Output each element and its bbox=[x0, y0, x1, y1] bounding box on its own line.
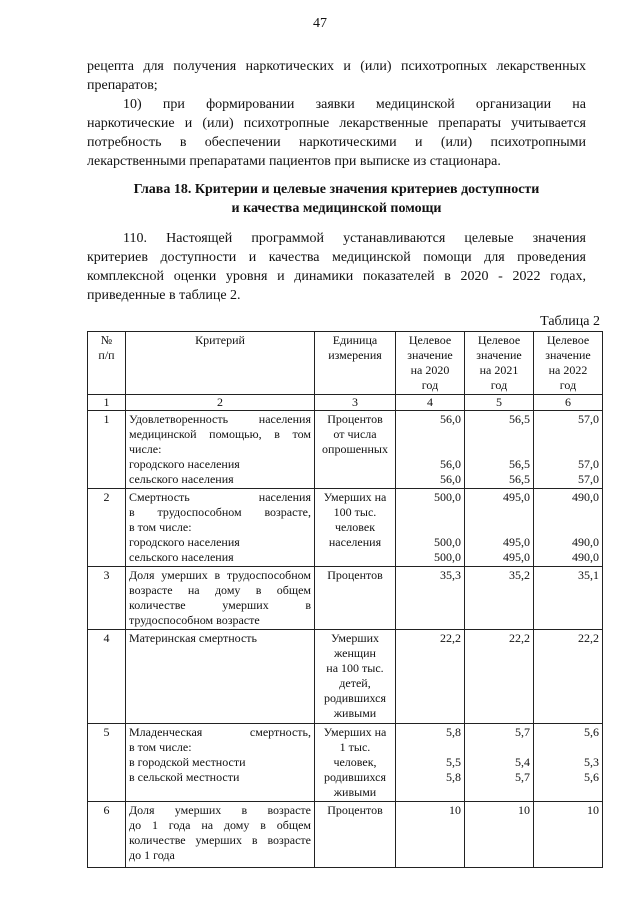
unit-cell bbox=[315, 411, 396, 489]
text-line: лекарственными препаратами пациентов при выписке из стационара. bbox=[87, 154, 501, 169]
cell-line: в городской местности bbox=[129, 755, 246, 769]
cell-line: Процентов bbox=[327, 412, 383, 426]
cell-line: в том числе: bbox=[129, 520, 192, 534]
text-line: потребность в обеспечении наркотическими и (или) психотропными bbox=[87, 135, 586, 150]
column-number: 4 bbox=[396, 395, 465, 411]
cell-line: 35,2 bbox=[509, 568, 530, 582]
table-body bbox=[88, 411, 603, 868]
cell-line: 56,5 bbox=[509, 457, 530, 471]
cell-line: городского населения bbox=[129, 457, 240, 471]
cell-line bbox=[537, 740, 599, 755]
cell-line bbox=[537, 427, 599, 442]
chapter-heading bbox=[87, 180, 586, 218]
cell-line: 5,7 bbox=[515, 725, 530, 739]
unit-cell bbox=[315, 567, 396, 630]
header-text: год bbox=[421, 378, 439, 392]
column-number: 5 bbox=[465, 395, 534, 411]
cell-line bbox=[399, 505, 461, 520]
header-text: значение bbox=[476, 348, 522, 362]
table-row bbox=[88, 567, 603, 630]
header-text: значение bbox=[545, 348, 591, 362]
cell-line: 1 тыс. bbox=[339, 740, 371, 754]
cell-line: городского населения bbox=[129, 535, 240, 549]
value-cell-2022 bbox=[534, 802, 603, 868]
row-number: 1 bbox=[88, 411, 126, 489]
value-cell-2020 bbox=[396, 802, 465, 868]
cell-line: медицинской помощью, в том bbox=[129, 427, 311, 441]
cell-line: 57,0 bbox=[578, 472, 599, 486]
table-caption: Таблица 2 bbox=[540, 314, 600, 329]
cell-line: 490,0 bbox=[572, 550, 599, 564]
unit-cell bbox=[315, 802, 396, 868]
cell-line: 500,0 bbox=[434, 535, 461, 549]
criterion-cell bbox=[126, 724, 315, 802]
cell-line: до 1 года на дому в общем bbox=[129, 818, 311, 832]
header-text: Целевое bbox=[546, 333, 590, 347]
intro-paragraph bbox=[87, 57, 586, 171]
value-cell-2022 bbox=[534, 567, 603, 630]
criterion-cell bbox=[126, 630, 315, 724]
cell-line: числе: bbox=[129, 442, 162, 456]
cell-line: возрасте на дому в общем bbox=[129, 583, 311, 597]
table-row bbox=[88, 630, 603, 724]
cell-line bbox=[537, 505, 599, 520]
row-number: 6 bbox=[88, 802, 126, 868]
cell-line: в том числе: bbox=[129, 740, 192, 754]
criteria-table bbox=[87, 331, 603, 868]
cell-line bbox=[468, 442, 530, 457]
header-num bbox=[88, 332, 126, 395]
cell-line: 5,4 bbox=[515, 755, 530, 769]
cell-line: количестве умерших в bbox=[129, 598, 311, 612]
cell-line: 495,0 bbox=[503, 550, 530, 564]
cell-line: родившихся bbox=[323, 691, 386, 705]
cell-line: Процентов bbox=[327, 803, 383, 817]
row-number: 4 bbox=[88, 630, 126, 724]
cell-line: 57,0 bbox=[578, 412, 599, 426]
criterion-cell bbox=[126, 411, 315, 489]
cell-line bbox=[468, 520, 530, 535]
header-text: Целевое bbox=[477, 333, 521, 347]
text-line: приведенные в таблице 2. bbox=[87, 288, 241, 303]
cell-line: 5,6 bbox=[584, 770, 599, 784]
row-number: 2 bbox=[88, 489, 126, 567]
cell-line: Младенческая смертность, bbox=[129, 725, 311, 739]
cell-line: детей, bbox=[339, 676, 371, 690]
cell-line bbox=[537, 442, 599, 457]
cell-line: 495,0 bbox=[503, 535, 530, 549]
header-text: год bbox=[490, 378, 508, 392]
paragraph-110 bbox=[87, 229, 586, 305]
cell-line: живыми bbox=[333, 785, 377, 799]
page-number: 47 bbox=[313, 16, 327, 31]
cell-line: сельского населения bbox=[129, 472, 234, 486]
cell-line: 10 bbox=[518, 803, 530, 817]
row-number: 3 bbox=[88, 567, 126, 630]
cell-line: Процентов bbox=[327, 568, 383, 582]
header-text: на 2020 bbox=[410, 363, 450, 377]
value-cell-2022 bbox=[534, 724, 603, 802]
value-cell-2021 bbox=[465, 489, 534, 567]
header-text: п/п bbox=[98, 348, 115, 362]
cell-line: Удовлетворенность населения bbox=[129, 412, 311, 426]
cell-line: 5,3 bbox=[584, 755, 599, 769]
cell-line bbox=[399, 427, 461, 442]
cell-line: 22,2 bbox=[509, 631, 530, 645]
text-line: 110. Настоящей программой устанавливаются целевые значения bbox=[123, 231, 586, 246]
cell-line bbox=[399, 520, 461, 535]
header-criterion: Критерий bbox=[126, 332, 315, 395]
cell-line: 100 тыс. bbox=[333, 505, 377, 519]
cell-line: 10 bbox=[449, 803, 461, 817]
header-2021 bbox=[465, 332, 534, 395]
text-line: препаратов; bbox=[87, 78, 158, 93]
cell-line: человек bbox=[334, 520, 376, 534]
row-number: 5 bbox=[88, 724, 126, 802]
text-line: 10) при формировании заявки медицинской организации на bbox=[123, 97, 586, 112]
cell-line: Умерших на bbox=[323, 725, 387, 739]
value-cell-2021 bbox=[465, 411, 534, 489]
criterion-cell bbox=[126, 802, 315, 868]
value-cell-2020 bbox=[396, 724, 465, 802]
header-text: № bbox=[100, 333, 113, 347]
cell-line: на 100 тыс. bbox=[326, 661, 384, 675]
cell-line bbox=[537, 520, 599, 535]
cell-line: опрошенных bbox=[322, 442, 388, 456]
cell-line: населения bbox=[328, 535, 382, 549]
cell-line: живыми bbox=[333, 706, 377, 720]
cell-line: 57,0 bbox=[578, 457, 599, 471]
unit-cell bbox=[315, 489, 396, 567]
text-line: комплексной оценки уровня и динамики показателей в 2020 - 2022 годах, bbox=[87, 269, 586, 284]
header-unit bbox=[315, 332, 396, 395]
cell-line: количестве умерших в возрасте bbox=[129, 833, 311, 847]
unit-cell bbox=[315, 724, 396, 802]
unit-cell bbox=[315, 630, 396, 724]
cell-line: 35,1 bbox=[578, 568, 599, 582]
cell-line: от числа bbox=[333, 427, 377, 441]
cell-line bbox=[399, 740, 461, 755]
cell-line: 5,8 bbox=[446, 725, 461, 739]
cell-line: человек, bbox=[333, 755, 377, 769]
chapter-heading-line: Глава 18. Критерии и целевые значения критериев доступности bbox=[133, 182, 540, 197]
header-text: измерения bbox=[328, 348, 382, 362]
cell-line: 22,2 bbox=[440, 631, 461, 645]
cell-line: 490,0 bbox=[572, 535, 599, 549]
text-line: наркотические и (или) психотропные лекарственные препараты учитывается bbox=[87, 116, 586, 131]
value-cell-2022 bbox=[534, 630, 603, 724]
cell-line: 500,0 bbox=[434, 550, 461, 564]
cell-line: 10 bbox=[587, 803, 599, 817]
cell-line bbox=[468, 740, 530, 755]
table-row bbox=[88, 802, 603, 868]
header-text: на 2021 bbox=[479, 363, 519, 377]
cell-line: 5,8 bbox=[446, 770, 461, 784]
cell-line bbox=[468, 427, 530, 442]
cell-line: Умерших на bbox=[323, 490, 387, 504]
cell-line: сельского населения bbox=[129, 550, 234, 564]
criterion-cell bbox=[126, 567, 315, 630]
cell-line: 500,0 bbox=[434, 490, 461, 504]
cell-line: до 1 года bbox=[129, 848, 175, 862]
cell-line: 35,3 bbox=[440, 568, 461, 582]
cell-line: в сельской местности bbox=[129, 770, 240, 784]
value-cell-2022 bbox=[534, 489, 603, 567]
value-cell-2020 bbox=[396, 489, 465, 567]
header-2020 bbox=[396, 332, 465, 395]
cell-line: родившихся bbox=[323, 770, 386, 784]
cell-line: Доля умерших в возрасте bbox=[129, 803, 311, 817]
criterion-cell bbox=[126, 489, 315, 567]
header-text: на 2022 bbox=[548, 363, 588, 377]
cell-line bbox=[468, 505, 530, 520]
value-cell-2021 bbox=[465, 802, 534, 868]
cell-line: Умерших bbox=[330, 631, 380, 645]
header-text: значение bbox=[407, 348, 453, 362]
cell-line: 495,0 bbox=[503, 490, 530, 504]
table-row bbox=[88, 489, 603, 567]
cell-line: женщин bbox=[334, 646, 376, 660]
header-text: Целевое bbox=[408, 333, 452, 347]
column-number: 2 bbox=[126, 395, 315, 411]
cell-line: трудоспособном возрасте bbox=[129, 613, 260, 627]
cell-line: 5,5 bbox=[446, 755, 461, 769]
value-cell-2021 bbox=[465, 630, 534, 724]
cell-line: 5,6 bbox=[584, 725, 599, 739]
column-number: 3 bbox=[315, 395, 396, 411]
cell-line: 490,0 bbox=[572, 490, 599, 504]
text-line: критериев доступности и качества медицинской помощи для проведения bbox=[87, 250, 586, 265]
chapter-heading-line: и качества медицинской помощи bbox=[231, 201, 442, 216]
column-number-row bbox=[88, 395, 603, 411]
column-number: 6 bbox=[534, 395, 603, 411]
cell-line: 22,2 bbox=[578, 631, 599, 645]
value-cell-2021 bbox=[465, 567, 534, 630]
text-line: рецепта для получения наркотических и (или) психотропных лекарственных bbox=[87, 59, 586, 74]
value-cell-2020 bbox=[396, 630, 465, 724]
header-text: год bbox=[559, 378, 577, 392]
value-cell-2020 bbox=[396, 411, 465, 489]
table-row bbox=[88, 411, 603, 489]
column-number: 1 bbox=[88, 395, 126, 411]
cell-line: 56,5 bbox=[509, 412, 530, 426]
header-text: Единица bbox=[332, 333, 378, 347]
cell-line: Доля умерших в трудоспособном bbox=[129, 568, 311, 582]
value-cell-2021 bbox=[465, 724, 534, 802]
cell-line: 56,0 bbox=[440, 472, 461, 486]
cell-line: 56,0 bbox=[440, 412, 461, 426]
cell-line: в трудоспособном возрасте, bbox=[129, 505, 311, 519]
cell-line: 56,5 bbox=[509, 472, 530, 486]
table-row bbox=[88, 724, 603, 802]
header-2022 bbox=[534, 332, 603, 395]
value-cell-2020 bbox=[396, 567, 465, 630]
table-header-row bbox=[88, 332, 603, 395]
value-cell-2022 bbox=[534, 411, 603, 489]
cell-line: Материнская смертность bbox=[129, 631, 258, 645]
cell-line: 56,0 bbox=[440, 457, 461, 471]
cell-line bbox=[399, 442, 461, 457]
cell-line: 5,7 bbox=[515, 770, 530, 784]
cell-line: Смертность населения bbox=[129, 490, 311, 504]
